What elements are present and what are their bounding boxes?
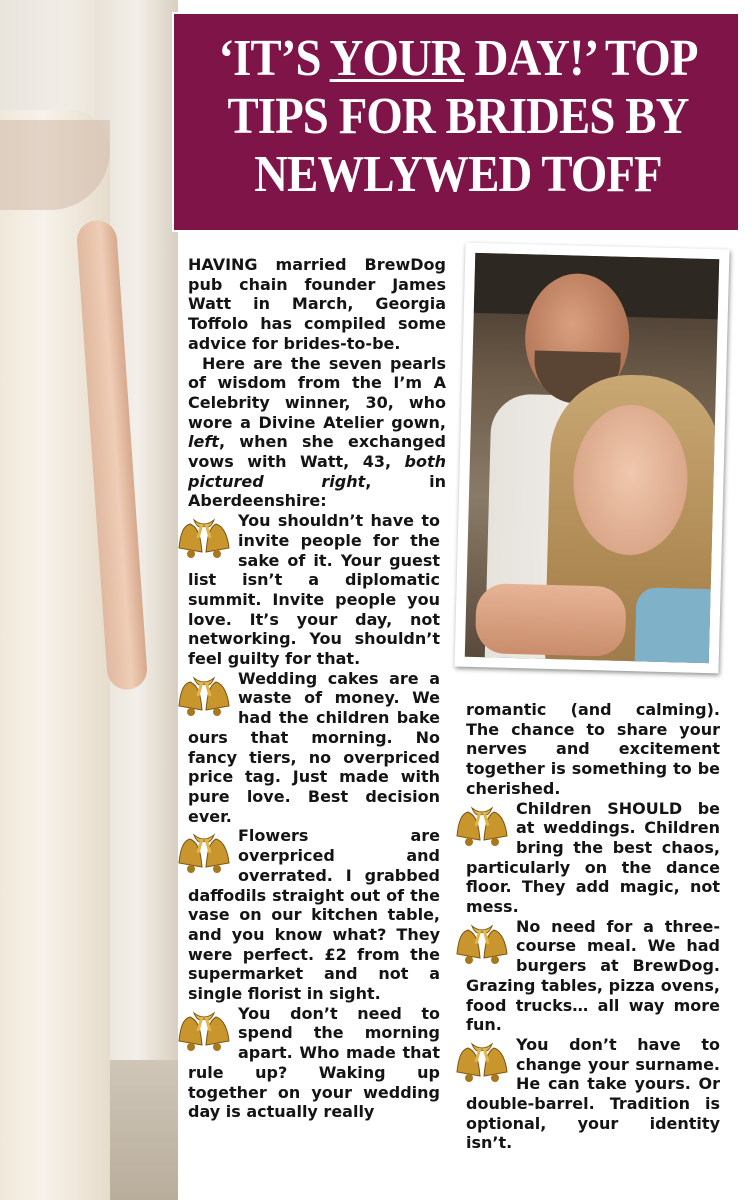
bride-gown-photo [0,0,178,1200]
tip-6-text: No need for a three-course meal. We had burgers at BrewDog. Grazing tables, pizza ovens, food trucks… all way more fun. [466,916,720,1035]
intro-text-left: left [188,432,219,452]
article-column-left [188,255,446,1122]
photo-dress [634,587,716,663]
article-column-right [466,700,720,1153]
photo-hands [475,583,627,657]
couple-photo-image [465,253,719,663]
wedding-bells-icon [454,802,510,852]
tip-6 [466,917,720,1035]
tip-2 [188,669,440,827]
tip-5 [466,799,720,917]
intro-paragraph-2 [188,354,446,512]
wedding-bells-icon [176,829,232,879]
wedding-bells-icon [454,920,510,970]
headline-part1: ‘IT’S [218,30,330,87]
wedding-bells-icon [454,1038,510,1088]
tip-7 [466,1035,720,1153]
tip-4 [188,1004,440,1122]
intro-text-a: Here are the seven pearls of wisdom from the I’m A Celebrity winner, 30, who wore a Divine Atelier gown, [188,353,446,432]
tip-1 [188,511,440,669]
wedding-bells-icon [176,1007,232,1057]
tip-3-text: Flowers are overpriced and overrated. I grabbed daffodils straight out of the vase on our kitchen table, and you know what? They were perfect. £2 from the supermarket and not a single florist in sight. [188,826,440,1004]
tip-1-text: You shouldn’t have to invite people for the sake of it. Your guest list isn’t a diplomatic summit. Invite people you love. It’s your day, not networking. You shouldn’t feel guilty for that. [188,511,440,669]
headline-emphasis: YOUR [329,30,464,87]
intro-paragraph-1: HAVING married BrewDog pub chain founder James Watt in March, Georgia Toffolo has compiled some advice for brides-to-be. [188,255,446,353]
headline [202,14,713,204]
tip-7-text: You don’t have to change your surname. He can take yours. Or double-barrel. Tradition is optional, your identity isn’t. [466,1034,720,1153]
wedding-bells-icon [176,514,232,564]
tip-4-text: You don’t need to spend the morning apart. Who made that rule up? Waking up together on your wedding day is actually really [188,1003,440,1122]
couple-photo [454,243,729,674]
tip-3 [188,826,440,1003]
tip-2-text: Wedding cakes are a waste of money. We had the children bake ours that morning. No fancy tiers, no overpriced price tag. Just made with pure love. Best decision ever. [188,668,440,826]
intro-text-b: , when she exchanged vows with Watt, 43, [188,432,446,472]
tip-4-continued: romantic (and calming). The chance to share your nerves and excitement together is something to be cherished. [466,700,720,798]
headline-part2: DAY!’ TOP TIPS FOR BRIDES BY NEWLYWED TOFF [227,30,698,203]
wedding-bells-icon [176,672,232,722]
tip-5-text: Children SHOULD be at weddings. Children bring the best chaos, particularly on the dance floor. They add magic, not mess. [466,798,720,917]
intro-text-c: , in Aberdeenshire: [188,471,446,511]
headline-box [172,12,740,232]
intro-text-pictured: both pictured right [188,452,446,491]
